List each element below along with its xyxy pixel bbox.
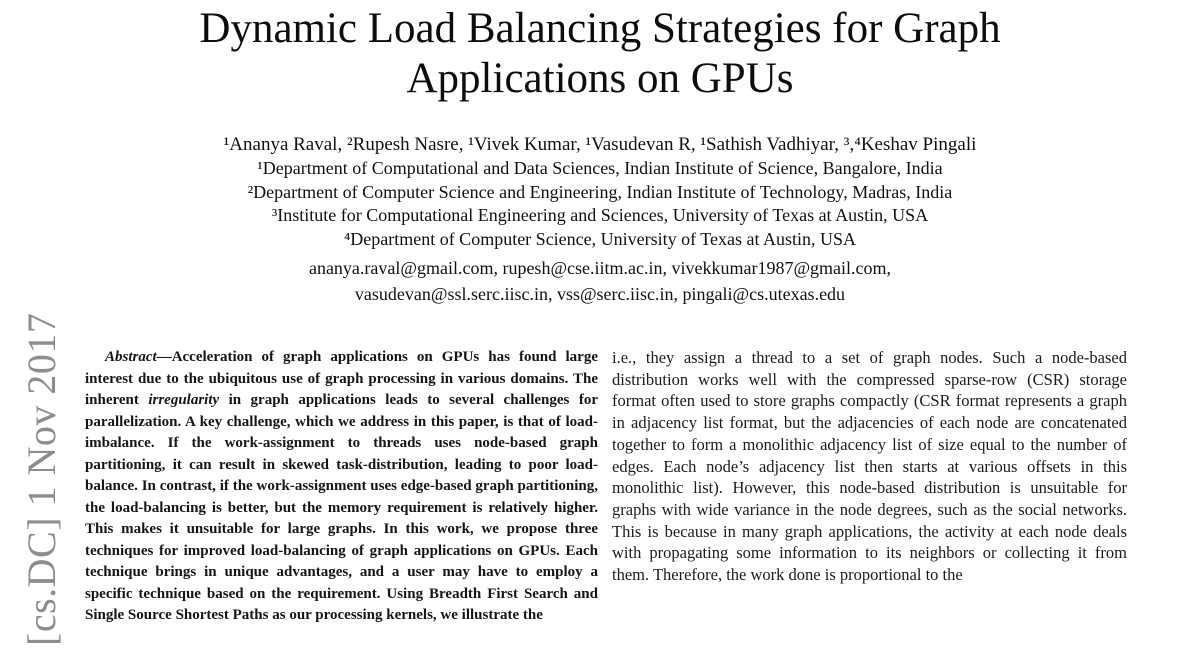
abstract-paragraph: [85, 347, 598, 627]
abstract-text-start: Acceleration of graph applications on GPUs has found large interest due to the ubiquitous use of graph processing in various domains. The inherent: [85, 349, 598, 408]
arxiv-watermark: [cs.DC] 1 Nov 2017: [19, 312, 64, 646]
emails-block: [0, 255, 1200, 307]
affiliation-2: ²Department of Computer Science and Engineering, Indian Institute of Technology, Madras, India: [247, 181, 953, 202]
abstract-italic-word: irregularity: [148, 392, 220, 408]
authors-line: ¹Ananya Raval, ²Rupesh Nasre, ¹Vivek Kumar, ¹Vasudevan R, ¹Sathish Vadhiyar, ³,⁴Keshav Pingali: [223, 134, 977, 155]
paper-header: [0, 0, 1200, 307]
two-column-body: [85, 347, 1127, 648]
abstract-column: [85, 347, 598, 648]
abstract-label: Abstract: [105, 349, 157, 365]
affiliation-3: ³Institute for Computational Engineering and Sciences, University of Texas at Austin, USA: [271, 205, 929, 225]
affiliations-block: [0, 157, 1200, 251]
paper-title-line1: Dynamic Load Balancing Strategies for Graph: [199, 5, 1001, 52]
paper-title: [0, 4, 1200, 104]
abstract-text-end: in graph applications leads to several challenges for parallelization. A key challenge, which we address in this paper, is that of load-imbalance. If the work-assignment to threads uses node-based graph partitioning, it can result in skewed task-distribution, leading to poor load-balance. In contrast, if the work-assignment uses edge-based graph partitioning, the load-balancing is better, but the memory requirement is relatively higher. This makes it unsuitable for large graphs. In this work, we propose three techniques for improved load-balancing of graph applications on GPUs. Each technique brings in unique advantages, and a user may have to employ a specific technique based on the requirement. Using Breadth First Search and Single Source Shortest Paths as our processing kernels, we illustrate the: [85, 392, 598, 623]
paper-title-line2: Applications on GPUs: [406, 55, 794, 102]
emails-line-2: vasudevan@ssl.serc.iisc.in, vss@serc.iisc.in, pingali@cs.utexas.edu: [354, 284, 846, 304]
body-paragraph: i.e., they assign a thread to a set of graph nodes. Such a node-based distribution works well with the compressed sparse-row (CSR) storage format often used to store graphs compactly (CSR format represents a graph in adjacency list format, but the adjacencies of each node are concatenated together to form a monolithic adjacency list of size equal to the number of edges. Each node’s adjacency list then starts at various offsets in this monolithic list). However, this node-based distribution is unsuitable for graphs with wide variance in the node degrees, such as the social networks. This is because in many graph applications, the activity at each node deals with propagating some information to its neighbors or collecting it from them. Therefore, the work done is proportional to the: [612, 348, 1127, 585]
affiliation-4: ⁴Department of Computer Science, University of Texas at Austin, USA: [343, 228, 857, 249]
abstract-dash: —: [156, 349, 172, 365]
body-text-column: [612, 347, 1127, 648]
affiliation-1: ¹Department of Computational and Data Sciences, Indian Institute of Science, Bangalore, India: [257, 158, 943, 178]
emails-line-1: ananya.raval@gmail.com, rupesh@cse.iitm.ac.in, vivekkumar1987@gmail.com,: [308, 258, 892, 278]
